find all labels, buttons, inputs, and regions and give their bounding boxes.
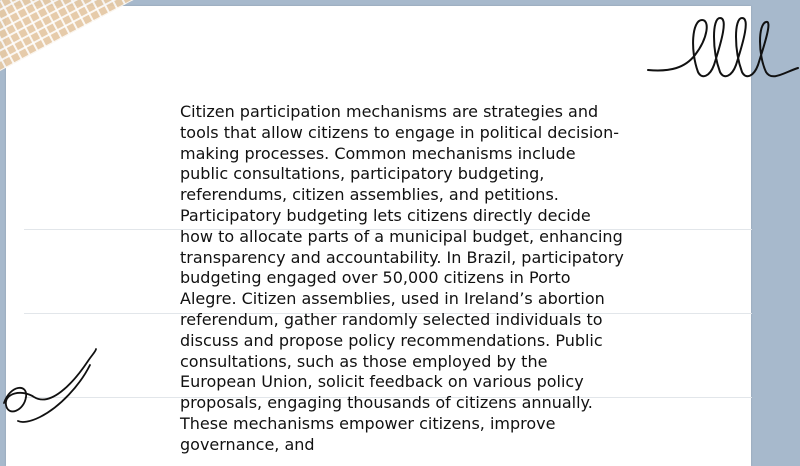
swirl-doodle-icon (0, 345, 100, 430)
body-paragraph: Citizen participation mechanisms are strategies and tools that allow citizens to engage in political decision-making processes. Common mechanisms include public consultations, participatory budgeting, referendums, citizen assemblies, and petitions. Participatory budgeting lets citizens directly decide how to allocate parts of a municipal budget, enhancing transparency and accountability. In Brazil, participatory budgeting engaged over 50,000 citizens in Porto Alegre. Citizen assemblies, used in Ireland’s abortion referendum, gather randomly selected individuals to discuss and propose policy recommendations. Public consultations, such as those employed by the European Union, solicit feedback on various policy proposals, engaging thousands of citizens annually. These mechanisms empower citizens, improve governance, and (180, 102, 624, 454)
loop-doodle-icon (640, 10, 800, 85)
